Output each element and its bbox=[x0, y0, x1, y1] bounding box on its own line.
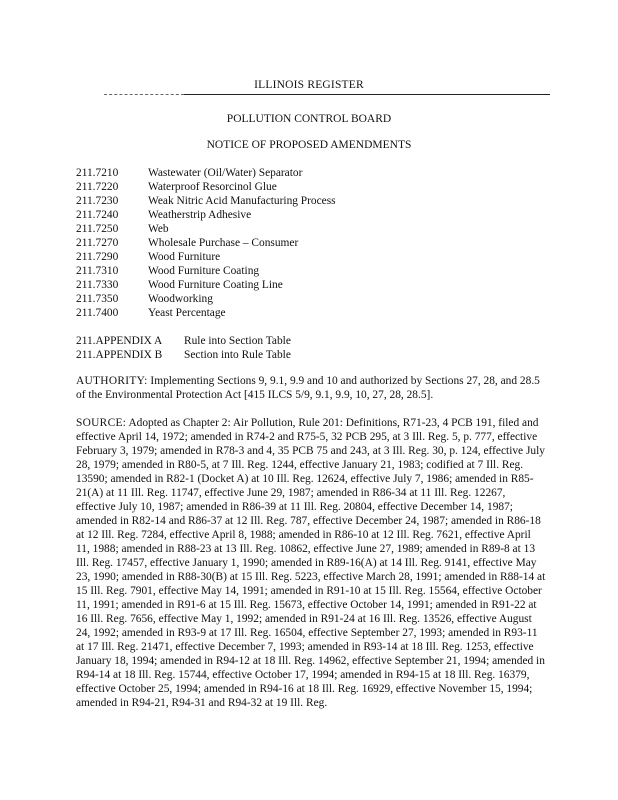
section-title: Waterproof Resorcinol Glue bbox=[148, 181, 277, 193]
section-number: 211.7400 bbox=[76, 307, 119, 319]
register-title: ILLINOIS REGISTER bbox=[254, 79, 364, 91]
agency-name: POLLUTION CONTROL BOARD bbox=[226, 113, 392, 125]
appendix-entry bbox=[76, 334, 291, 348]
section-number: 211.7330 bbox=[76, 279, 119, 291]
section-list bbox=[76, 166, 336, 320]
section-entry bbox=[76, 180, 336, 194]
section-entry bbox=[76, 222, 336, 236]
section-title: Weak Nitric Acid Manufacturing Process bbox=[148, 195, 336, 207]
section-number: 211.7350 bbox=[76, 293, 119, 305]
section-number: 211.7290 bbox=[76, 251, 119, 263]
appendix-title: Section into Rule Table bbox=[184, 349, 291, 361]
section-number: 211.7310 bbox=[76, 265, 119, 277]
section-title: Woodworking bbox=[148, 293, 213, 305]
section-entry bbox=[76, 194, 336, 208]
section-number: 211.7230 bbox=[76, 195, 119, 207]
section-title: Wood Furniture Coating Line bbox=[148, 279, 283, 291]
authority-text: Implementing Sections 9, 9.1, 9.9 and 10 and authorized by Sections 27, 28, and 28.5 of the Environmental Protection Act [415 ILCS 5/9, 9.1, 9.9, 10, 27, 28, 28.5]. bbox=[76, 375, 540, 401]
section-title: Web bbox=[148, 223, 169, 235]
section-number: 211.7240 bbox=[76, 209, 119, 221]
section-number: 211.7220 bbox=[76, 181, 119, 193]
header-dashed-rule bbox=[104, 94, 184, 95]
appendix-id: 211.APPENDIX B bbox=[76, 349, 163, 361]
authority-label: AUTHORITY: bbox=[76, 375, 148, 387]
source-text: Adopted as Chapter 2: Air Pollution, Rule 201: Definitions, R71-23, 4 PCB 191, filed and effective April 14, 1972; amended in R74-2 and R75-5, 32 PCB 295, at 3 Ill. Reg. 5, p. 777, effective February 3, 1979; amended in R78-3 and 4, 35 PCB 75 and 243, at 3 Ill. Reg. 30, p. 124, effective July 28, 1979; amended in R80-5, at 7 Ill. Reg. 1244, effective January 21, 1983; codified at 7 Ill. Reg. 13590; amended in R82-1 (Docket A) at 10 Ill. Reg. 12624, effective July 7, 1986; amended in R85-21(A) at 11 Ill. Reg. 11747, effective June 29, 1987; amended in R86-34 at 11 Ill. Reg. 12267, effective July 10, 1987; amended in R86-39 at 11 Ill. Reg. 20804, effective December 14, 1987; amended in R82-14 and R86-37 at 12 Ill. Reg. 787, effective December 24, 1987; amended in R86-18 at 12 Ill. Reg. 7284, effective April 8, 1988; amended in R86-10 at 12 Ill. Reg. 7621, effective April 11, 1988; amended in R88-23 at 13 Ill. Reg. 10862, effective June 27, 1989; amended in R89-8 at 13 Ill. Reg. 17457, effective January 1, 1990; amended in R89-16(A) at 14 Ill. Reg. 9141, effective May 23, 1990; amended in R88-30(B) at 15 Ill. Reg. 5223, effective March 28, 1991; amended in R88-14 at 15 Ill. Reg. 7901, effective May 14, 1991; amended in R91-10 at 15 Ill. Reg. 15564, effective October 11, 1991; amended in R91-6 at 15 Ill. Reg. 15673, effective October 14, 1991; amended in R91-22 at 16 Ill. Reg. 7656, effective May 1, 1992; amended in R91-24 at 16 Ill. Reg. 13526, effective August 24, 1992; amended in R93-9 at 17 Ill. Reg. 16504, effective September 27, 1993; amended in R93-11 at 17 Ill. Reg. 21471, effective December 7, 1993; amended in R93-14 at 18 Ill. Reg. 1253, effective January 18, 1994; amended in R94-12 at 18 Ill. Reg. 14962, effective September 21, 1994; amended in R94-14 at 18 Ill. Reg. 15744, effective October 17, 1994; amended in R94-15 at 18 Ill. Reg. 16379, effective October 25, 1994; amended in R94-16 at 18 Ill. Reg. 16929, effective November 15, 1994; amended in R94-21, R94-31 and R94-32 at 19 Ill. Reg. bbox=[76, 417, 546, 709]
section-title: Wood Furniture Coating bbox=[148, 265, 260, 277]
appendix-id: 211.APPENDIX A bbox=[76, 335, 163, 347]
source-label: SOURCE: bbox=[76, 417, 127, 429]
section-title: Wood Furniture bbox=[148, 251, 221, 263]
appendix-list bbox=[76, 334, 291, 362]
section-entry bbox=[76, 250, 336, 264]
section-title: Wastewater (Oil/Water) Separator bbox=[148, 167, 303, 179]
section-number: 211.7250 bbox=[76, 223, 119, 235]
section-entry bbox=[76, 278, 336, 292]
section-entry bbox=[76, 264, 336, 278]
appendix-entry bbox=[76, 348, 291, 362]
section-title: Wholesale Purchase – Consumer bbox=[148, 237, 299, 249]
section-entry bbox=[76, 306, 336, 320]
section-number: 211.7270 bbox=[76, 237, 119, 249]
section-number: 211.7210 bbox=[76, 167, 119, 179]
authority-paragraph bbox=[76, 374, 546, 402]
source-paragraph bbox=[76, 416, 546, 710]
section-entry bbox=[76, 208, 336, 222]
header-rule bbox=[184, 94, 550, 95]
section-entry bbox=[76, 236, 336, 250]
section-title: Weatherstrip Adhesive bbox=[148, 209, 252, 221]
section-title: Yeast Percentage bbox=[148, 307, 226, 319]
appendix-title: Rule into Section Table bbox=[184, 335, 291, 347]
section-entry bbox=[76, 292, 336, 306]
section-entry bbox=[76, 166, 336, 180]
notice-title: NOTICE OF PROPOSED AMENDMENTS bbox=[206, 139, 412, 151]
